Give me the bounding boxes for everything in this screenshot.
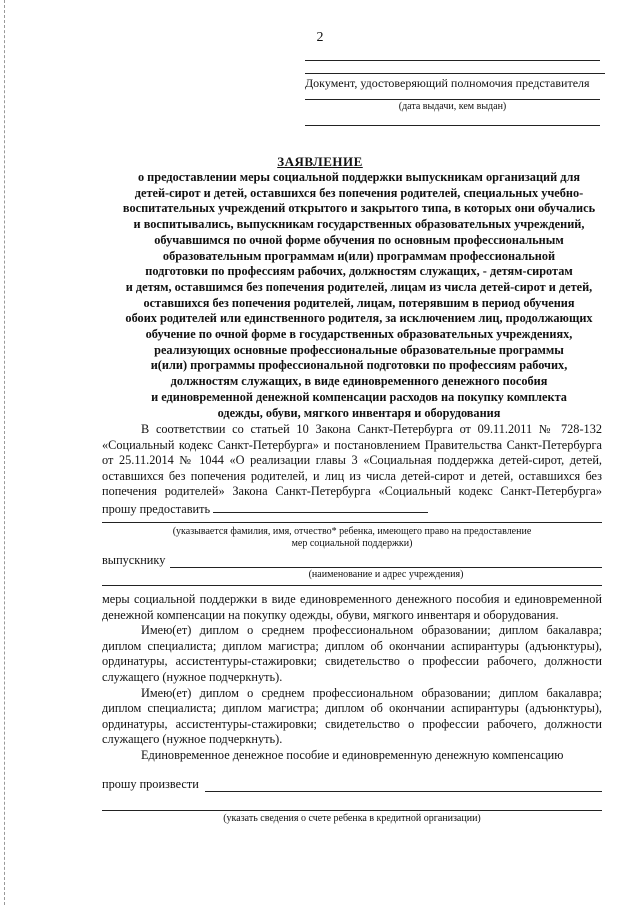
diploma-paragraph-1: Имею(ет) диплом о среднем профессиональном образовании; диплом бакалавра; диплом специалиста; диплом магистра; диплом об окончании аспирантуры (адъюнктуры), ординатуры, ассистентуры-стажировки; свидетельство о профессии рабочего, должности служащего (нужное подчеркнуть). — [102, 623, 602, 684]
graduate-label: выпускнику — [102, 553, 166, 567]
graduate-institution-line[interactable] — [170, 567, 602, 568]
payment-paragraph: Единовременное денежное пособие и единовременную денежную компенсацию — [141, 747, 564, 762]
statement-title: ЗАЯВЛЕНИЕ — [277, 154, 363, 169]
subtitle-line: о предоставлении меры социальной поддержки выпускникам организаций для — [137, 170, 581, 184]
representative-blank-line-2[interactable] — [305, 99, 600, 100]
subtitle-line: одежды, обуви, мягкого инвентаря и оборудования — [217, 405, 501, 420]
diploma-paragraph-2: Имею(ет) диплом о среднем профессиональном образовании; диплом бакалавра; диплом специалиста; диплом магистра; диплом об окончании аспирантуры (адъюнктуры), ординатуры, ассистентуры-стажировки; свидетельство о профессии рабочего, должности служащего (нужное подчеркнуть). — [102, 685, 602, 747]
subtitle-line: и единовременной денежной компенсации расходов на покупку комплекта — [151, 389, 567, 404]
intro-text: В соответствии со статьей 10 Закона Санкт-Петербурга от 09.11.2011 № 728-132 «Социальный кодекс Санкт-Петербурга» и постановлением Правительства Санкт-Петербурга от 25.11.2014 № 1044 «О реализации главы 3 «Социальная поддержка детей-сирот, детей, оставшихся без попечения родителей, и лиц из числа детей-сирот и детей, оставшихся без попечения родителей» Закона Санкт-Петербурга «Социальный кодекс Санкт-Петербурга» прошу предоставить — [102, 422, 602, 516]
subtitle-line: образовательным программам и(или) программам профессиональной — [162, 248, 556, 263]
measures-block — [102, 592, 602, 764]
payment-request-label: прошу произвести — [102, 777, 199, 791]
subtitle-line: обучавшимся по очной форме обучения по основным профессиональным — [154, 232, 564, 247]
representative-blank-line-1[interactable] — [305, 60, 600, 61]
subtitle-line: должностям служащих, в виде единовременного денежного пособия — [170, 374, 548, 389]
subtitle-line: подготовки по профессиям рабочих, должностям служащих, - детям-сиротам — [145, 264, 573, 279]
provide-to-field[interactable] — [213, 500, 428, 513]
institution-caption: (наименование и адрес учреждения) — [308, 569, 464, 580]
account-caption: (указать сведения о счете ребенка в кредитной организации) — [223, 813, 481, 824]
subtitle-line: детей-сирот и детей, оставшихся без попечения родителей, специальных учебно- — [134, 185, 584, 200]
subtitle-line: и(или) программы профессиональной подготовки по профессиям рабочих, — [150, 358, 568, 373]
subtitle-line: воспитательных учреждений открытого и закрытого типа, в которых они обучались — [122, 201, 596, 216]
child-name-line[interactable] — [102, 522, 602, 523]
intro-paragraph — [102, 422, 602, 518]
representative-blank-line-3[interactable] — [305, 125, 600, 126]
account-details-line[interactable] — [102, 810, 602, 811]
subtitle-line: и воспитывались, выпускникам государственных образовательных учреждений, — [133, 217, 585, 232]
subtitle-line: обоих родителей или единственного родителя, за исключением лиц, продолжающих — [125, 311, 593, 326]
subtitle-line: оставшихся без попечения родителей, лицам, потерявшим в период обучения — [143, 295, 575, 310]
representative-document-label: Документ, удостоверяющий полномочия представителя — [305, 73, 605, 91]
institution-extra-line[interactable] — [102, 585, 602, 586]
subtitle-line: обучение по очной форме в государственных образовательных учреждениях, — [145, 327, 573, 342]
representative-document-caption: (дата выдачи, кем выдан) — [398, 101, 507, 112]
child-name-caption-line-1: (указывается фамилия, имя, отчество* ребенка, имеющего право на предоставление — [172, 526, 532, 537]
child-name-caption — [102, 526, 602, 550]
page-edge — [4, 0, 5, 905]
child-name-caption-line-2: мер социальной поддержки) — [291, 538, 413, 549]
statement-subtitle — [98, 170, 620, 421]
subtitle-line: реализующих основные профессиональные образовательные программы — [154, 342, 564, 357]
subtitle-line: и детям, оставшимся без попечения родителей, лицам из числа детей-сирот и детей, — [125, 279, 593, 294]
measures-paragraph: меры социальной поддержки в виде единовременного денежного пособия и единовременной денежной компенсации на покупку одежды, обуви, мягкого инвентаря и оборудования. — [102, 592, 602, 622]
payment-request-line[interactable] — [205, 791, 602, 792]
intro-paragraph-block — [102, 422, 602, 518]
page-number: 2 — [316, 30, 324, 45]
